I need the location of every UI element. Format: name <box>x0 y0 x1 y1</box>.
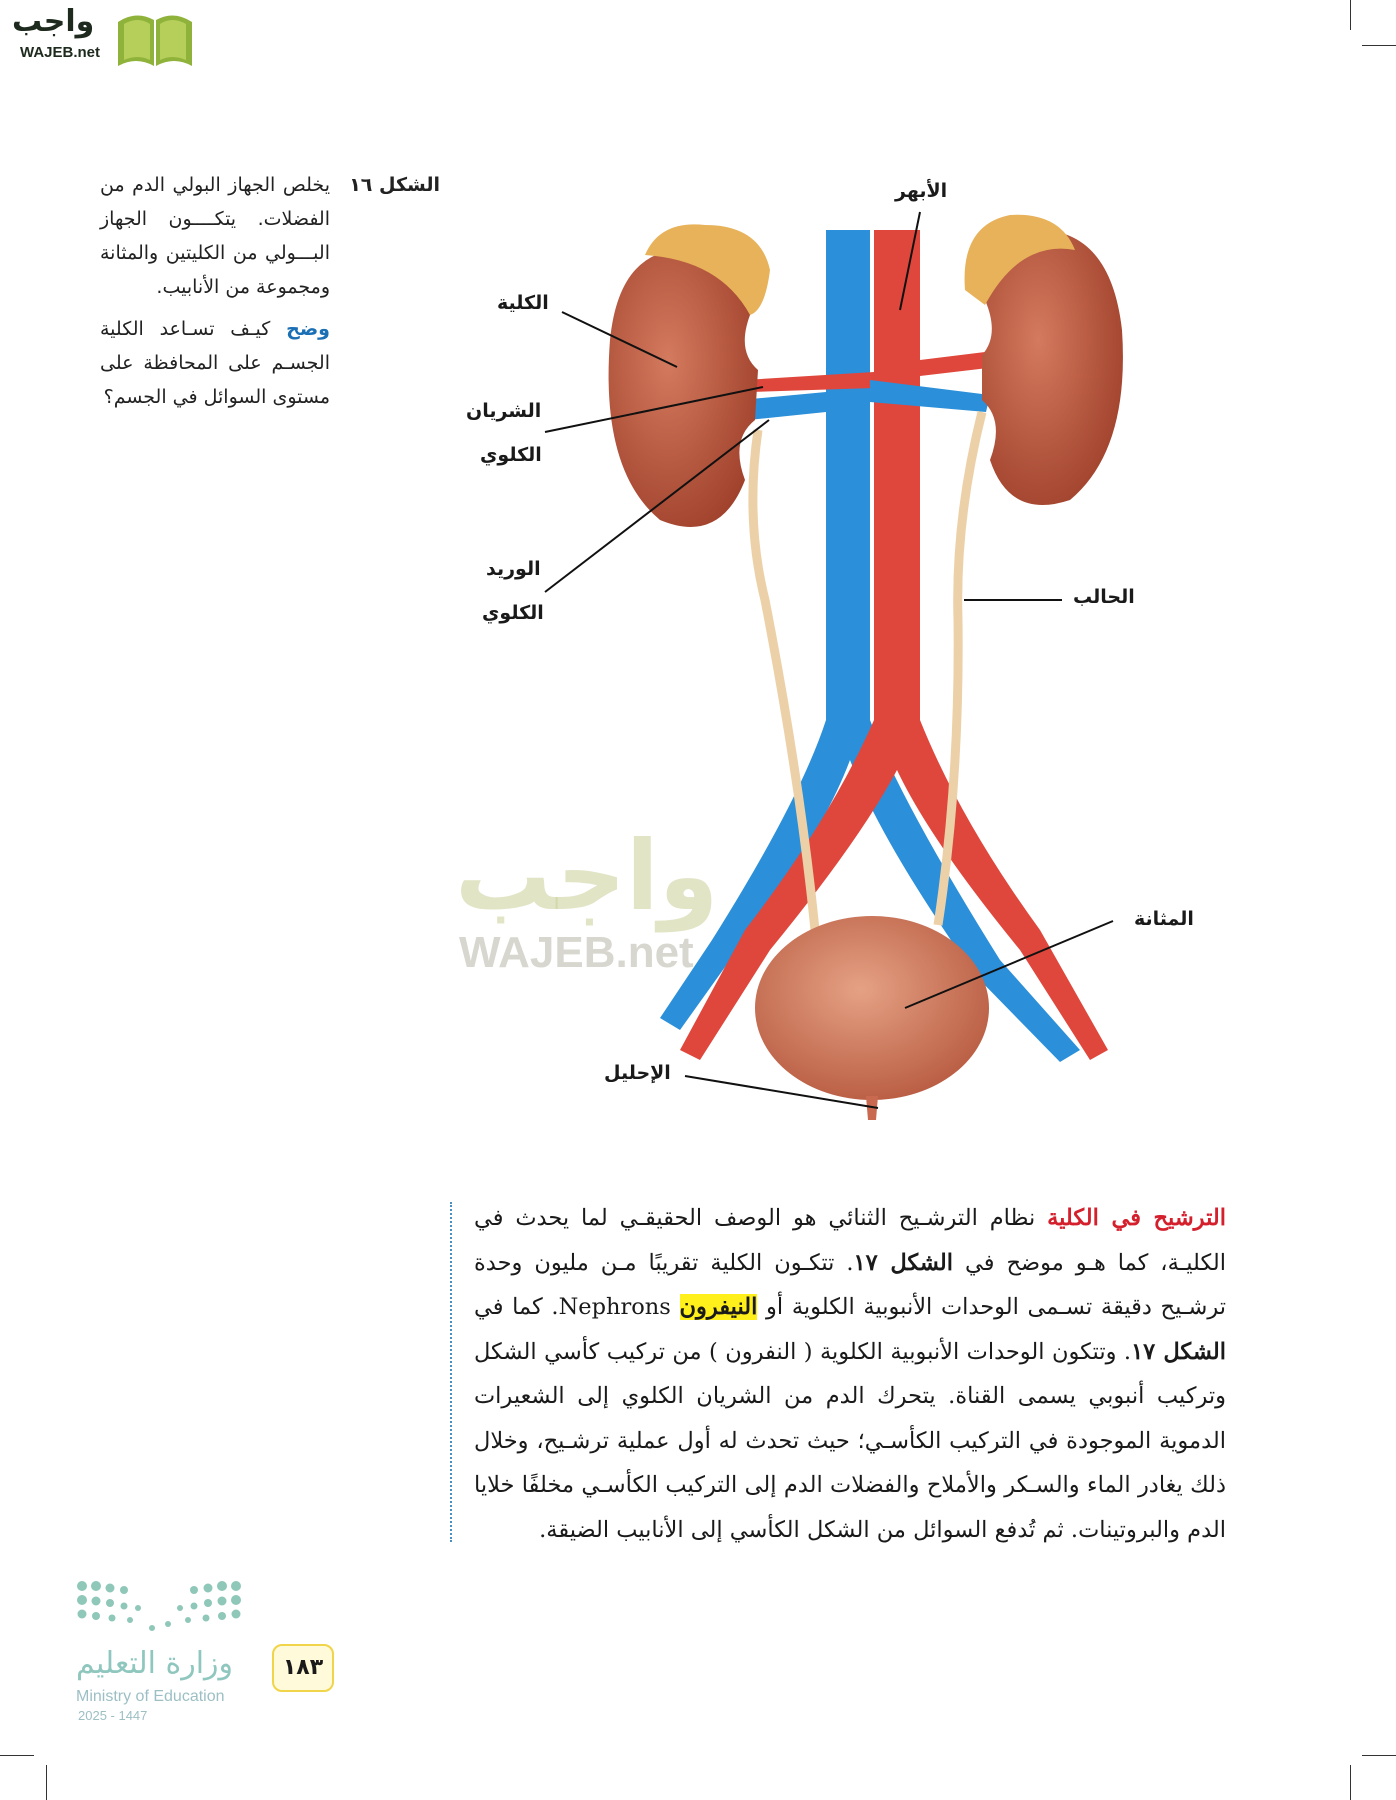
label-bladder: المثانة <box>1134 908 1194 930</box>
body-paragraph <box>474 1196 1226 1552</box>
logo-latin: WAJEB.net <box>20 44 101 61</box>
logo-arabic: واجب <box>12 4 95 39</box>
figure-reference: الشكل ١٧ <box>853 1249 954 1276</box>
bladder <box>755 916 989 1100</box>
figure-label: الشكل ١٦ <box>349 174 440 196</box>
label-renal-artery-2: الكلوي <box>480 444 542 466</box>
label-renal-vein-2: الكلوي <box>482 602 544 624</box>
paragraph-text: . تتكـون الكلية تقريبًا مـن مليون وحدة ترشـيح دقيقة تسـمى الوحدات الأنبوبية الكلوية أو <box>474 1249 1226 1320</box>
label-ureter: الحالب <box>1073 586 1135 608</box>
label-urethra: الإحليل <box>604 1062 671 1084</box>
caption-text: يخلص الجهاز البولي الدم من الفضلات. يتكــــون الجهاز البـــولي من الكليتين والمثانة ومجموعة من الأنابيب. <box>100 174 330 298</box>
dotted-divider <box>450 1202 452 1542</box>
question-text: كيـف تسـاعد الكلية الجسـم على المحافظة على مستوى السوائل في الجسم؟ <box>100 318 330 408</box>
ministry-logo <box>70 1578 260 1728</box>
watermark <box>455 820 719 977</box>
question-verb: وضح <box>286 318 330 340</box>
watermark-latin: WAJEB.net <box>459 928 694 977</box>
section-heading: الترشيح في الكلية <box>1047 1205 1226 1231</box>
watermark-arabic: واجب <box>455 820 719 932</box>
label-kidney: الكلية <box>497 292 549 314</box>
paragraph-text: نظام الترشـيح الثنائي هو الوصف الحقيقـي لما يحدث في الكليـة، كما هـو موضح في <box>474 1205 1226 1276</box>
ministry-dots-icon <box>70 1578 250 1638</box>
page-number: ١٨٣ <box>272 1644 334 1692</box>
label-renal-artery: الشريان <box>466 400 542 422</box>
paragraph-text: . وتتكون الوحدات الأنبوبية الكلوية ( النفرون ) من تركيب كأسي الشكل وتركيب أنبوبي يسمى القناة. يتحرك الدم من الشريان الكلوي إلى الشعيرات الدموية الموجودة في التركيب الكأسـي؛ حيث تحدث له أول عملية ترشـيح، وخلال ذلك يغادر الماء والسـكر والأملاح والفضلات الدم إلى التركيب الكأسـي مخلفًا خلايا الدم والبروتينات. ثم تُدفع السوائل من الشكل الكأسي إلى الأنابيب الضيقة. <box>474 1338 1226 1543</box>
figure-reference: الشكل ١٧ <box>1131 1338 1226 1365</box>
label-aorta: الأبهر <box>895 180 948 202</box>
ministry-year: 2025 - 1447 <box>78 1708 148 1723</box>
renal-artery-right <box>920 352 988 376</box>
label-renal-vein: الوريد <box>486 558 541 580</box>
paragraph-text: Nephrons. كما في <box>474 1294 680 1320</box>
ministry-english: Ministry of Education <box>76 1688 225 1705</box>
ministry-arabic: وزارة التعليم <box>76 1646 234 1681</box>
highlighted-term: النيفرون <box>679 1294 758 1320</box>
